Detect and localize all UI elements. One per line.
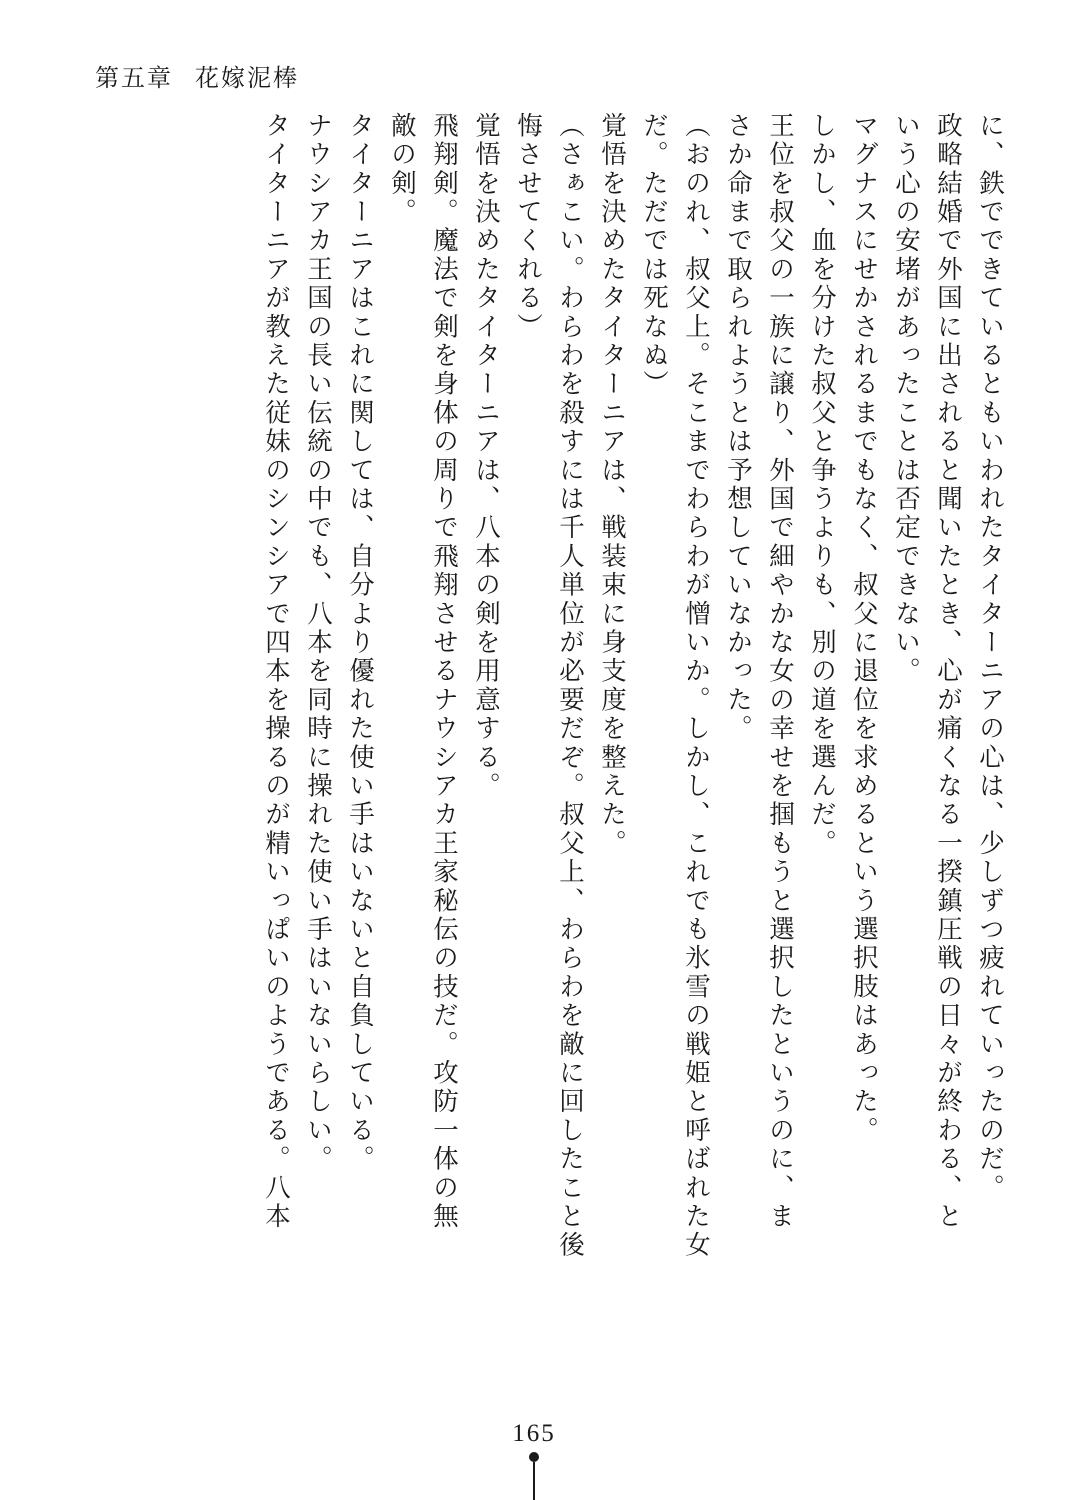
text-column: 覚悟を決めたタイターニアは、八本の剣を用意する。: [471, 112, 501, 801]
page-number: 165: [512, 1420, 556, 1447]
text-column: 悔させてくれる）: [513, 112, 543, 342]
text-column: 政略結婚で外国に出されると聞いたとき、心が痛くなる一揆鎮圧戦の日々が終わる、と: [933, 112, 963, 1232]
text-column: タイターニアが教えた従妹のシンシアで四本を操るのが精いっぱいのようである。八本: [261, 112, 291, 1232]
chapter-title: 花嫁泥棒: [195, 64, 299, 92]
text-column: さか命まで取られようとは予想していなかった。: [723, 112, 753, 744]
running-head: [95, 58, 299, 93]
text-column: に、鉄でできているともいわれたタイターニアの心は、少しずつ疲れていったのだ。: [975, 112, 1005, 1203]
text-column: タイターニアはこれに関しては、自分より優れた使い手はいないと自負している。: [345, 112, 375, 1174]
text-column: 飛翔剣。魔法で剣を身体の周りで飛翔させるナウシアカ王家秘伝の技だ。攻防一体の無: [429, 112, 459, 1232]
text-column: だ。ただでは死なぬ）: [639, 112, 669, 399]
text-column: 覚悟を決めたタイターニアは、戦装束に身支度を整えた。: [597, 112, 627, 859]
tail-dot: [529, 1452, 539, 1462]
text-column: マグナスにせかされるまでもなく、叔父に退位を求めるという選択肢はあった。: [849, 112, 879, 1146]
text-column: 敵の剣。: [387, 112, 417, 227]
text-column: しかし、血を分けた叔父と争うよりも、別の道を選んだ。: [807, 112, 837, 859]
body-text: [62, 112, 1005, 1362]
text-column: いう心の安堵があったことは否定できない。: [891, 112, 921, 686]
text-column: ナウシアカ王国の長い伝統の中でも、八本を同時に操れた使い手はいないらしい。: [303, 112, 333, 1174]
page-tail-ornament: [529, 1452, 539, 1500]
tail-line: [533, 1462, 535, 1500]
text-column: （おのれ、叔父上。そこまでわらわが憎いか。しかし、これでも氷雪の戦姫と呼ばれた女: [681, 112, 711, 1260]
chapter-number: 第五章: [95, 64, 173, 92]
text-column: 王位を叔父の一族に譲り、外国で細やかな女の幸せを掴もうと選択したというのに、ま: [765, 112, 795, 1232]
text-column: （さぁこい。わらわを殺すには千人単位が必要だぞ。叔父上、わらわを敵に回したこと後: [555, 112, 585, 1260]
